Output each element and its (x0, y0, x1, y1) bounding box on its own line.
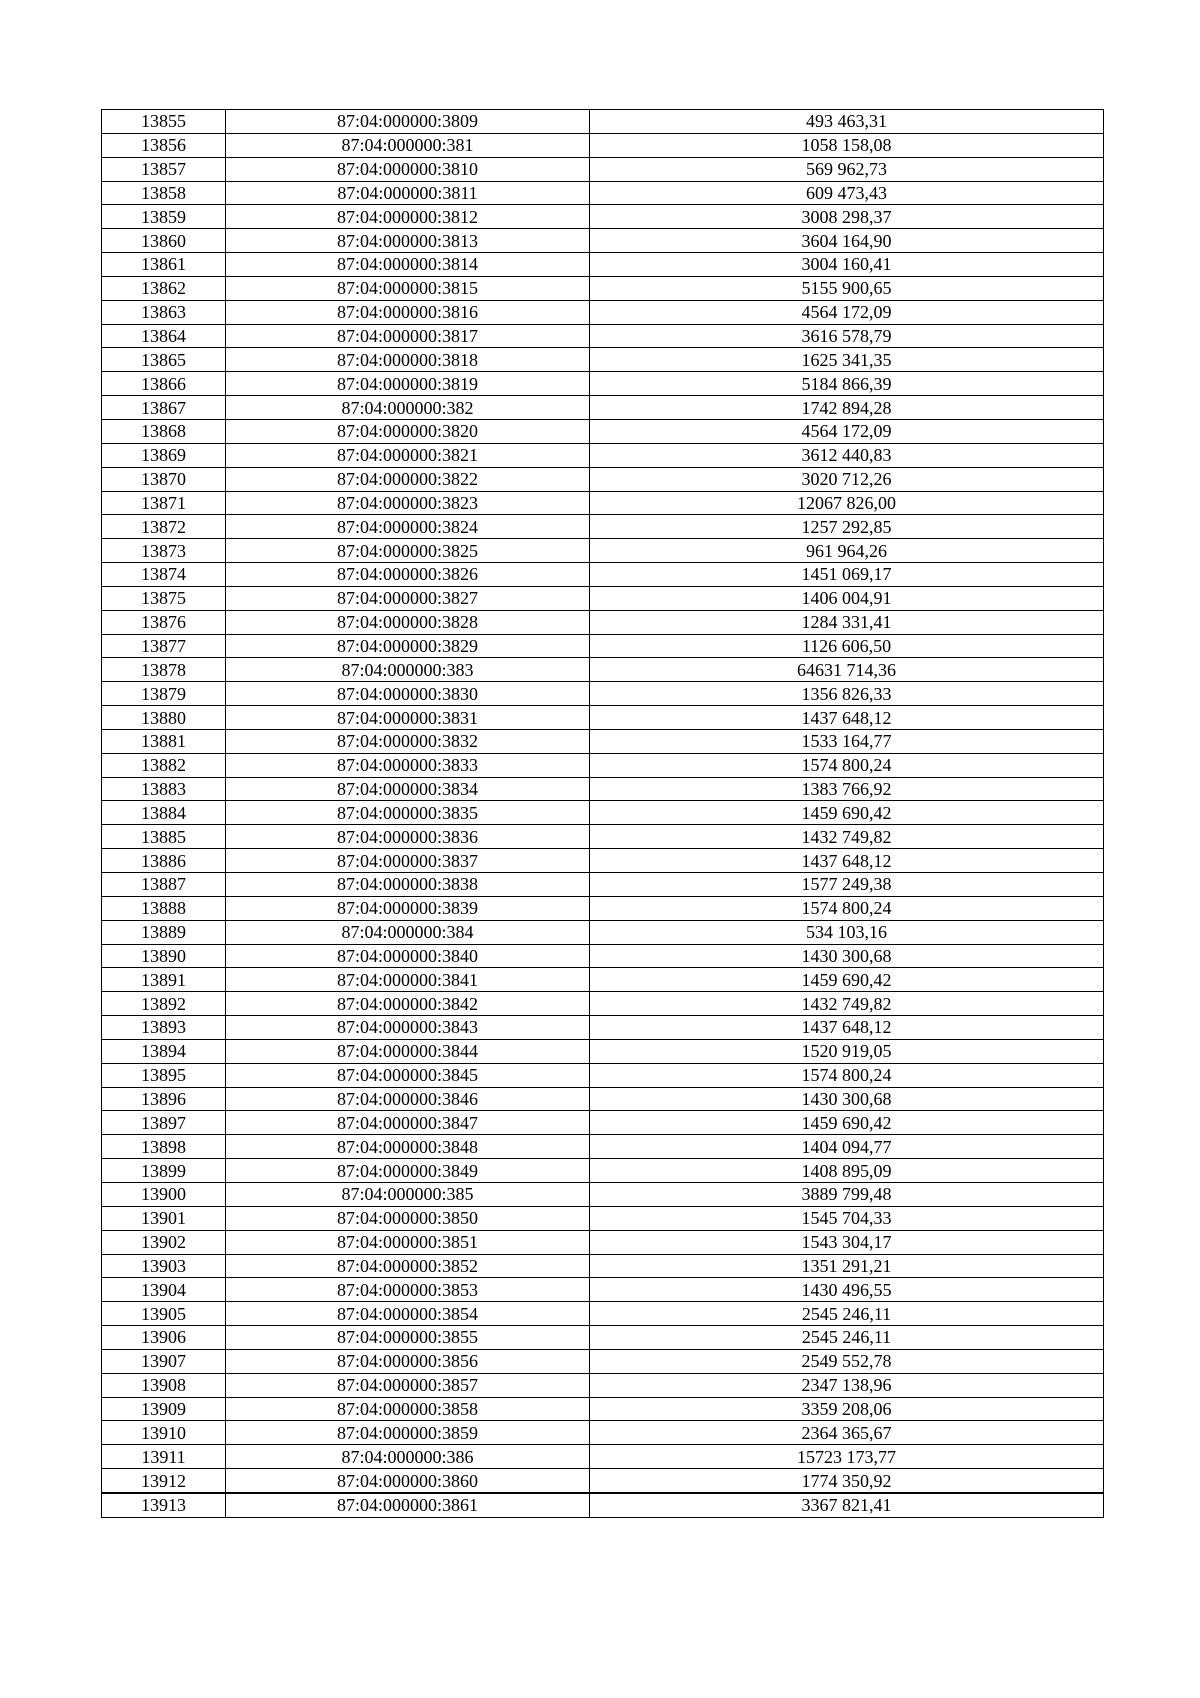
cadastral-number-cell: 87:04:000000:381 (226, 133, 590, 157)
cadastral-value-cell: 15723 173,77 (590, 1445, 1104, 1469)
row-number-cell: 13900 (102, 1182, 226, 1206)
cadastral-number-cell: 87:04:000000:3840 (226, 944, 590, 968)
row-number-cell: 13874 (102, 563, 226, 587)
cadastral-number-cell: 87:04:000000:3837 (226, 849, 590, 873)
cadastral-number-cell: 87:04:000000:385 (226, 1182, 590, 1206)
row-number-cell: 13858 (102, 181, 226, 205)
cadastral-number-cell: 87:04:000000:3818 (226, 348, 590, 372)
row-number-cell: 13871 (102, 491, 226, 515)
cadastral-value-cell: 3008 298,37 (590, 205, 1104, 229)
cadastral-value-cell: 1126 606,50 (590, 634, 1104, 658)
table-row (102, 801, 1104, 825)
row-number-cell: 13868 (102, 419, 226, 443)
row-number-cell: 13877 (102, 634, 226, 658)
cadastral-value-cell: 1257 292,85 (590, 515, 1104, 539)
cadastral-value-cell: 1459 690,42 (590, 1111, 1104, 1135)
table-row (102, 1039, 1104, 1063)
row-number-cell: 13880 (102, 706, 226, 730)
cadastral-value-cell: 1058 158,08 (590, 133, 1104, 157)
row-number-cell: 13907 (102, 1349, 226, 1373)
row-number-cell: 13867 (102, 396, 226, 420)
row-number-cell: 13888 (102, 896, 226, 920)
cadastral-value-cell: 12067 826,00 (590, 491, 1104, 515)
cadastral-value-cell: 1437 648,12 (590, 849, 1104, 873)
table-row (102, 777, 1104, 801)
row-number-cell: 13911 (102, 1445, 226, 1469)
cadastral-value-cell: 569 962,73 (590, 157, 1104, 181)
cadastral-value-cell: 4564 172,09 (590, 300, 1104, 324)
cadastral-value-cell: 1574 800,24 (590, 1063, 1104, 1087)
row-number-cell: 13857 (102, 157, 226, 181)
cadastral-value-cell: 1408 895,09 (590, 1159, 1104, 1183)
row-number-cell: 13905 (102, 1302, 226, 1326)
table-row (102, 348, 1104, 372)
table-row (102, 1087, 1104, 1111)
table-row (102, 157, 1104, 181)
table-row (102, 992, 1104, 1016)
row-number-cell: 13910 (102, 1421, 226, 1445)
table-row (102, 539, 1104, 563)
cadastral-number-cell: 87:04:000000:3838 (226, 873, 590, 897)
cadastral-number-cell: 87:04:000000:384 (226, 920, 590, 944)
row-number-cell: 13886 (102, 849, 226, 873)
cadastral-value-cell: 493 463,31 (590, 110, 1104, 134)
table-row (102, 133, 1104, 157)
table-row (102, 1182, 1104, 1206)
cadastral-number-cell: 87:04:000000:3810 (226, 157, 590, 181)
table-row (102, 181, 1104, 205)
cadastral-number-cell: 87:04:000000:3859 (226, 1421, 590, 1445)
cadastral-number-cell: 87:04:000000:3815 (226, 276, 590, 300)
cadastral-value-cell: 5155 900,65 (590, 276, 1104, 300)
table-row (102, 1016, 1104, 1040)
cadastral-value-cell: 1430 300,68 (590, 1087, 1104, 1111)
cadastral-number-cell: 87:04:000000:3847 (226, 1111, 590, 1135)
cadastral-value-cell: 1284 331,41 (590, 610, 1104, 634)
cadastral-number-cell: 87:04:000000:382 (226, 396, 590, 420)
table-row (102, 253, 1104, 277)
cadastral-number-cell: 87:04:000000:3829 (226, 634, 590, 658)
cadastral-number-cell: 87:04:000000:383 (226, 658, 590, 682)
cadastral-number-cell: 87:04:000000:3826 (226, 563, 590, 587)
table-row (102, 634, 1104, 658)
cadastral-number-cell: 87:04:000000:3835 (226, 801, 590, 825)
cadastral-value-cell: 961 964,26 (590, 539, 1104, 563)
cadastral-value-cell: 1459 690,42 (590, 968, 1104, 992)
cadastral-number-cell: 87:04:000000:3860 (226, 1469, 590, 1493)
cadastral-value-cell: 1437 648,12 (590, 1016, 1104, 1040)
row-number-cell: 13876 (102, 610, 226, 634)
row-number-cell: 13855 (102, 110, 226, 134)
cadastral-value-cell: 1625 341,35 (590, 348, 1104, 372)
row-number-cell: 13894 (102, 1039, 226, 1063)
cadastral-value-cell: 1383 766,92 (590, 777, 1104, 801)
cadastral-number-cell: 87:04:000000:3853 (226, 1278, 590, 1302)
cadastral-number-cell: 87:04:000000:3846 (226, 1087, 590, 1111)
cadastral-number-cell: 87:04:000000:3824 (226, 515, 590, 539)
table-row (102, 849, 1104, 873)
table-row (102, 300, 1104, 324)
cadastral-number-cell: 87:04:000000:3823 (226, 491, 590, 515)
cadastral-value-cell: 1459 690,42 (590, 801, 1104, 825)
cadastral-value-cell: 1577 249,38 (590, 873, 1104, 897)
row-number-cell: 13864 (102, 324, 226, 348)
cadastral-value-cell: 1356 826,33 (590, 682, 1104, 706)
row-number-cell: 13897 (102, 1111, 226, 1135)
cadastral-value-cell: 3359 208,06 (590, 1397, 1104, 1421)
table-row (102, 467, 1104, 491)
cadastral-value-cell: 1430 496,55 (590, 1278, 1104, 1302)
table-row (102, 1254, 1104, 1278)
table-row (102, 1469, 1104, 1493)
cadastral-value-cell: 1574 800,24 (590, 896, 1104, 920)
cadastral-number-cell: 87:04:000000:3848 (226, 1135, 590, 1159)
cadastral-number-cell: 87:04:000000:3820 (226, 419, 590, 443)
cadastral-value-cell: 3367 821,41 (590, 1493, 1104, 1517)
cadastral-number-cell: 87:04:000000:3811 (226, 181, 590, 205)
row-number-cell: 13909 (102, 1397, 226, 1421)
row-number-cell: 13859 (102, 205, 226, 229)
cadastral-number-cell: 87:04:000000:3830 (226, 682, 590, 706)
row-number-cell: 13856 (102, 133, 226, 157)
row-number-cell: 13899 (102, 1159, 226, 1183)
cadastral-number-cell: 87:04:000000:386 (226, 1445, 590, 1469)
cadastral-number-cell: 87:04:000000:3813 (226, 229, 590, 253)
cadastral-value-cell: 1520 919,05 (590, 1039, 1104, 1063)
cadastral-number-cell: 87:04:000000:3839 (226, 896, 590, 920)
cadastral-value-cell: 1404 094,77 (590, 1135, 1104, 1159)
cadastral-value-cell: 5184 866,39 (590, 372, 1104, 396)
cadastral-value-cell: 1774 350,92 (590, 1469, 1104, 1493)
row-number-cell: 13884 (102, 801, 226, 825)
table-row (102, 1159, 1104, 1183)
row-number-cell: 13860 (102, 229, 226, 253)
cadastral-value-table (101, 109, 1104, 1518)
table-row (102, 324, 1104, 348)
table-row (102, 873, 1104, 897)
cadastral-value-cell: 1406 004,91 (590, 586, 1104, 610)
table-row (102, 586, 1104, 610)
table-row (102, 1493, 1104, 1517)
table-row (102, 205, 1104, 229)
row-number-cell: 13896 (102, 1087, 226, 1111)
cadastral-value-cell: 2347 138,96 (590, 1373, 1104, 1397)
table-row (102, 491, 1104, 515)
row-number-cell: 13887 (102, 873, 226, 897)
row-number-cell: 13903 (102, 1254, 226, 1278)
cadastral-number-cell: 87:04:000000:3812 (226, 205, 590, 229)
cadastral-value-cell: 1351 291,21 (590, 1254, 1104, 1278)
table-row (102, 419, 1104, 443)
cadastral-value-cell: 1545 704,33 (590, 1206, 1104, 1230)
row-number-cell: 13882 (102, 753, 226, 777)
table-row (102, 706, 1104, 730)
row-number-cell: 13902 (102, 1230, 226, 1254)
cadastral-number-cell: 87:04:000000:3833 (226, 753, 590, 777)
cadastral-number-cell: 87:04:000000:3845 (226, 1063, 590, 1087)
cadastral-value-cell: 3616 578,79 (590, 324, 1104, 348)
cadastral-number-cell: 87:04:000000:3828 (226, 610, 590, 634)
table-row (102, 1421, 1104, 1445)
table-row (102, 610, 1104, 634)
table-row (102, 753, 1104, 777)
row-number-cell: 13883 (102, 777, 226, 801)
table-row (102, 1206, 1104, 1230)
cadastral-number-cell: 87:04:000000:3817 (226, 324, 590, 348)
cadastral-value-cell: 3020 712,26 (590, 467, 1104, 491)
cadastral-value-cell: 4564 172,09 (590, 419, 1104, 443)
cadastral-value-cell: 1432 749,82 (590, 825, 1104, 849)
cadastral-number-cell: 87:04:000000:3850 (226, 1206, 590, 1230)
cadastral-value-cell: 609 473,43 (590, 181, 1104, 205)
table-row (102, 372, 1104, 396)
row-number-cell: 13901 (102, 1206, 226, 1230)
cadastral-value-cell: 1432 749,82 (590, 992, 1104, 1016)
table-row (102, 110, 1104, 134)
table-row (102, 1445, 1104, 1469)
row-number-cell: 13879 (102, 682, 226, 706)
table-row (102, 944, 1104, 968)
cadastral-value-cell: 1533 164,77 (590, 729, 1104, 753)
cadastral-number-cell: 87:04:000000:3842 (226, 992, 590, 1016)
table-row (102, 1135, 1104, 1159)
cadastral-value-cell: 3889 799,48 (590, 1182, 1104, 1206)
row-number-cell: 13904 (102, 1278, 226, 1302)
cadastral-number-cell: 87:04:000000:3841 (226, 968, 590, 992)
row-number-cell: 13865 (102, 348, 226, 372)
cadastral-value-cell: 2545 246,11 (590, 1302, 1104, 1326)
table-row (102, 276, 1104, 300)
cadastral-value-cell: 1430 300,68 (590, 944, 1104, 968)
row-number-cell: 13881 (102, 729, 226, 753)
cadastral-number-cell: 87:04:000000:3809 (226, 110, 590, 134)
cadastral-number-cell: 87:04:000000:3858 (226, 1397, 590, 1421)
table-row (102, 825, 1104, 849)
cadastral-value-cell: 1742 894,28 (590, 396, 1104, 420)
row-number-cell: 13863 (102, 300, 226, 324)
row-number-cell: 13898 (102, 1135, 226, 1159)
row-number-cell: 13861 (102, 253, 226, 277)
table-row (102, 1063, 1104, 1087)
cadastral-number-cell: 87:04:000000:3822 (226, 467, 590, 491)
table-row (102, 443, 1104, 467)
row-number-cell: 13895 (102, 1063, 226, 1087)
row-number-cell: 13885 (102, 825, 226, 849)
row-number-cell: 13908 (102, 1373, 226, 1397)
row-number-cell: 13872 (102, 515, 226, 539)
table-row (102, 1302, 1104, 1326)
table-row (102, 1230, 1104, 1254)
row-number-cell: 13870 (102, 467, 226, 491)
table-row (102, 968, 1104, 992)
table-row (102, 563, 1104, 587)
cadastral-number-cell: 87:04:000000:3816 (226, 300, 590, 324)
row-number-cell: 13890 (102, 944, 226, 968)
row-number-cell: 13889 (102, 920, 226, 944)
row-number-cell: 13869 (102, 443, 226, 467)
cadastral-value-cell: 2545 246,11 (590, 1326, 1104, 1350)
cadastral-number-cell: 87:04:000000:3825 (226, 539, 590, 563)
table-row (102, 920, 1104, 944)
row-number-cell: 13878 (102, 658, 226, 682)
cadastral-value-cell: 1437 648,12 (590, 706, 1104, 730)
table-row (102, 396, 1104, 420)
table-row (102, 1349, 1104, 1373)
row-number-cell: 13912 (102, 1469, 226, 1493)
table-row (102, 1278, 1104, 1302)
cadastral-value-cell: 3612 440,83 (590, 443, 1104, 467)
cadastral-number-cell: 87:04:000000:3851 (226, 1230, 590, 1254)
cadastral-value-cell: 3604 164,90 (590, 229, 1104, 253)
table-row (102, 1326, 1104, 1350)
cadastral-number-cell: 87:04:000000:3831 (226, 706, 590, 730)
cadastral-number-cell: 87:04:000000:3861 (226, 1493, 590, 1517)
row-number-cell: 13892 (102, 992, 226, 1016)
cadastral-number-cell: 87:04:000000:3827 (226, 586, 590, 610)
cadastral-value-cell: 1574 800,24 (590, 753, 1104, 777)
row-number-cell: 13891 (102, 968, 226, 992)
cadastral-value-cell: 2364 365,67 (590, 1421, 1104, 1445)
table-row (102, 682, 1104, 706)
row-number-cell: 13873 (102, 539, 226, 563)
cadastral-value-cell: 1451 069,17 (590, 563, 1104, 587)
cadastral-value-cell: 2549 552,78 (590, 1349, 1104, 1373)
cadastral-number-cell: 87:04:000000:3854 (226, 1302, 590, 1326)
cadastral-number-cell: 87:04:000000:3821 (226, 443, 590, 467)
row-number-cell: 13866 (102, 372, 226, 396)
cadastral-number-cell: 87:04:000000:3836 (226, 825, 590, 849)
cadastral-number-cell: 87:04:000000:3832 (226, 729, 590, 753)
table-row (102, 658, 1104, 682)
table-row (102, 1373, 1104, 1397)
row-number-cell: 13862 (102, 276, 226, 300)
cadastral-number-cell: 87:04:000000:3819 (226, 372, 590, 396)
table-row (102, 229, 1104, 253)
cadastral-value-cell: 1543 304,17 (590, 1230, 1104, 1254)
table-row (102, 1397, 1104, 1421)
table-body (102, 110, 1104, 1518)
cadastral-number-cell: 87:04:000000:3834 (226, 777, 590, 801)
cadastral-value-cell: 64631 714,36 (590, 658, 1104, 682)
cadastral-number-cell: 87:04:000000:3849 (226, 1159, 590, 1183)
cadastral-value-cell: 534 103,16 (590, 920, 1104, 944)
table-row (102, 896, 1104, 920)
row-number-cell: 13893 (102, 1016, 226, 1040)
cadastral-number-cell: 87:04:000000:3856 (226, 1349, 590, 1373)
cadastral-number-cell: 87:04:000000:3814 (226, 253, 590, 277)
row-number-cell: 13906 (102, 1326, 226, 1350)
row-number-cell: 13875 (102, 586, 226, 610)
cadastral-number-cell: 87:04:000000:3852 (226, 1254, 590, 1278)
cadastral-number-cell: 87:04:000000:3855 (226, 1326, 590, 1350)
row-number-cell: 13913 (102, 1493, 226, 1517)
table-row (102, 729, 1104, 753)
table-row (102, 515, 1104, 539)
table-row (102, 1111, 1104, 1135)
cadastral-number-cell: 87:04:000000:3843 (226, 1016, 590, 1040)
cadastral-value-cell: 3004 160,41 (590, 253, 1104, 277)
cadastral-number-cell: 87:04:000000:3857 (226, 1373, 590, 1397)
cadastral-number-cell: 87:04:000000:3844 (226, 1039, 590, 1063)
